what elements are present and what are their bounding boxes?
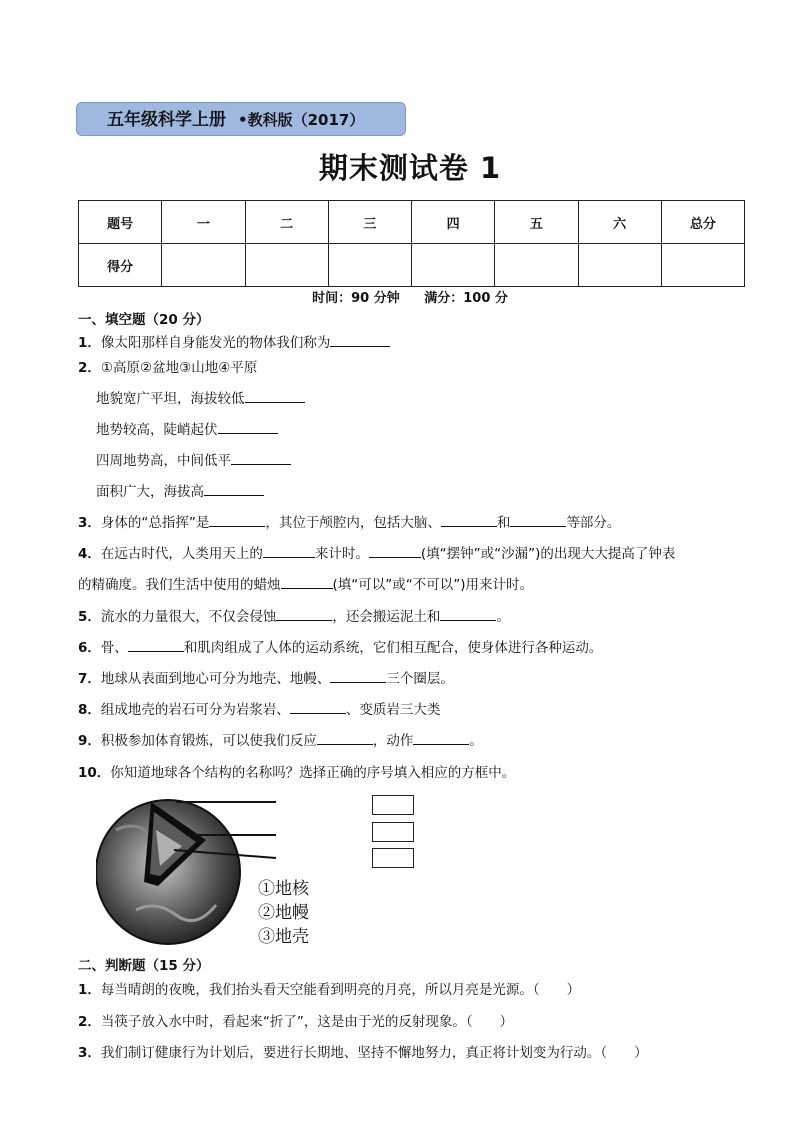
answer-blank[interactable] — [204, 483, 264, 496]
score-input-cell[interactable] — [162, 244, 245, 287]
question-number: 6． — [78, 640, 101, 656]
full-score: 满分：100 分 — [424, 291, 508, 306]
question-number: 7． — [78, 671, 101, 687]
question-text: 地势较高，陡峭起伏 — [96, 422, 218, 438]
badge-text: 五年级科学上册 — [107, 110, 226, 130]
edition-text: •教科版（2017） — [238, 111, 365, 129]
question-text: 地貌宽广平坦，海拔较低 — [96, 391, 245, 407]
question-2d — [96, 480, 264, 500]
judge-question-2 — [78, 1010, 513, 1030]
answer-blank[interactable] — [413, 732, 469, 745]
score-cell: 三 — [328, 201, 411, 244]
question-2c — [96, 449, 291, 469]
question-text: ，动作 — [372, 733, 414, 749]
question-7 — [78, 667, 454, 687]
question-text: 等部分。 — [566, 515, 621, 531]
question-number: 4． — [78, 546, 101, 562]
question-10 — [78, 761, 515, 781]
question-number: 8． — [78, 702, 101, 718]
question-number: 10． — [78, 765, 111, 781]
question-number: 1． — [78, 982, 101, 998]
answer-blank[interactable] — [218, 421, 278, 434]
judge-question-3 — [78, 1041, 648, 1061]
question-text: 的精确度。我们生活中使用的蜡烛 — [78, 577, 281, 593]
question-text: ①高原②盆地③山地④平原 — [100, 360, 258, 376]
legend-mantle: ②地幔 — [258, 903, 309, 923]
question-text: 三个圈层。 — [386, 671, 454, 687]
question-text: 和肌肉组成了人体的运动系统，它们相互配合，使身体进行各种运动。 — [183, 640, 603, 656]
question-2 — [78, 356, 257, 376]
question-3 — [78, 511, 620, 531]
question-2a — [96, 387, 305, 407]
answer-blank[interactable] — [231, 452, 291, 465]
score-cell: 题号 — [79, 201, 162, 244]
question-9 — [78, 729, 483, 749]
question-text: 。 — [469, 733, 483, 749]
score-input-cell[interactable] — [578, 244, 661, 287]
score-input-cell[interactable] — [661, 244, 744, 287]
question-text: 像太阳那样自身能发光的物体我们称为 — [100, 335, 331, 351]
question-text: 、变质岩三大类 — [345, 702, 441, 718]
question-text: 身体的“总指挥”是 — [100, 515, 210, 531]
question-text: 骨、 — [100, 640, 128, 656]
question-6 — [78, 636, 602, 656]
question-4-cont — [78, 573, 533, 593]
section2-heading: 二、判断题（15 分） — [78, 958, 210, 974]
score-input-cell[interactable] — [495, 244, 578, 287]
answer-box-mantle[interactable] — [372, 822, 414, 842]
answer-blank[interactable] — [290, 701, 346, 714]
question-text: 组成地壳的岩石可分为岩浆岩、 — [100, 702, 290, 718]
answer-blank[interactable] — [281, 576, 333, 589]
question-number: 2． — [78, 1014, 101, 1030]
question-text: 面积广大，海拔高 — [96, 484, 204, 500]
question-number: 3． — [78, 1045, 101, 1061]
answer-blank[interactable] — [245, 390, 305, 403]
earth-structure-figure — [96, 790, 336, 950]
answer-blank[interactable] — [440, 608, 496, 621]
answer-blank[interactable] — [369, 545, 421, 558]
question-text: 在远古时代，人类用天上的 — [100, 546, 263, 562]
question-text: (填“可以”或“不可以”)用来计时。 — [332, 577, 534, 593]
score-cell: 二 — [245, 201, 328, 244]
score-cell: 六 — [578, 201, 661, 244]
score-cell: 四 — [412, 201, 495, 244]
question-text: 我们制订健康行为计划后，要进行长期地、坚持不懈地努力，真正将计划变为行动。（ ） — [100, 1045, 648, 1061]
score-cell: 一 — [162, 201, 245, 244]
question-text: 每当晴朗的夜晚，我们抬头看天空能看到明亮的月亮，所以月亮是光源。（ ） — [100, 982, 581, 998]
answer-blank[interactable] — [276, 608, 332, 621]
answer-box-crust[interactable] — [372, 795, 414, 815]
earth-cutaway-image — [96, 790, 276, 950]
answer-blank[interactable] — [510, 514, 566, 527]
judge-question-1 — [78, 978, 580, 998]
score-input-cell[interactable] — [328, 244, 411, 287]
question-number: 5． — [78, 609, 101, 625]
question-5 — [78, 605, 510, 625]
answer-blank[interactable] — [317, 732, 373, 745]
answer-blank[interactable] — [330, 670, 386, 683]
question-text: 四周地势高，中间低平 — [96, 453, 231, 469]
question-text: ，还会搬运泥土和 — [332, 609, 441, 625]
question-text: 你知道地球各个结构的名称吗？选择正确的序号填入相应的方框中。 — [110, 765, 516, 781]
answer-blank[interactable] — [263, 545, 315, 558]
question-text: 来计时。 — [314, 546, 369, 562]
answer-blank[interactable] — [441, 514, 497, 527]
question-1 — [78, 331, 390, 351]
score-input-cell[interactable] — [245, 244, 328, 287]
legend-crust: ③地壳 — [258, 927, 309, 947]
question-2b — [96, 418, 278, 438]
answer-blank[interactable] — [330, 334, 390, 347]
question-number: 3． — [78, 515, 101, 531]
score-value-row — [79, 244, 745, 287]
answer-box-core[interactable] — [372, 848, 414, 868]
question-text: (填“摆钟”或“沙漏”)的出现大大提高了钟表 — [420, 546, 676, 562]
time-limit: 时间：90 分钟 — [312, 291, 400, 306]
answer-blank[interactable] — [209, 514, 265, 527]
question-number: 9． — [78, 733, 101, 749]
score-cell: 总分 — [661, 201, 744, 244]
exam-meta — [0, 287, 794, 306]
question-text: 和 — [496, 515, 511, 531]
question-8 — [78, 698, 440, 718]
legend-core: ①地核 — [258, 879, 309, 899]
question-4 — [78, 542, 675, 562]
answer-blank[interactable] — [128, 639, 184, 652]
score-label-cell: 得分 — [79, 244, 162, 287]
question-text: ，其位于颅腔内，包括大脑、 — [265, 515, 441, 531]
question-text: 积极参加体育锻炼，可以使我们反应 — [100, 733, 317, 749]
question-text: 当筷子放入水中时，看起来“折了”，这是由于光的反射现象。（ ） — [100, 1014, 514, 1030]
score-table — [78, 200, 745, 287]
question-text: 地球从表面到地心可分为地壳、地幔、 — [100, 671, 331, 687]
question-text: 流水的力量很大，不仅会侵蚀 — [100, 609, 277, 625]
score-cell: 五 — [495, 201, 578, 244]
question-number: 1． — [78, 335, 101, 351]
score-input-cell[interactable] — [412, 244, 495, 287]
question-text: 。 — [496, 609, 510, 625]
page-title: 期末测试卷 1 — [318, 151, 502, 185]
grade-badge — [76, 102, 406, 136]
question-number: 2． — [78, 360, 101, 376]
section1-heading: 一、填空题（20 分） — [78, 312, 210, 328]
score-header-row — [79, 201, 745, 244]
